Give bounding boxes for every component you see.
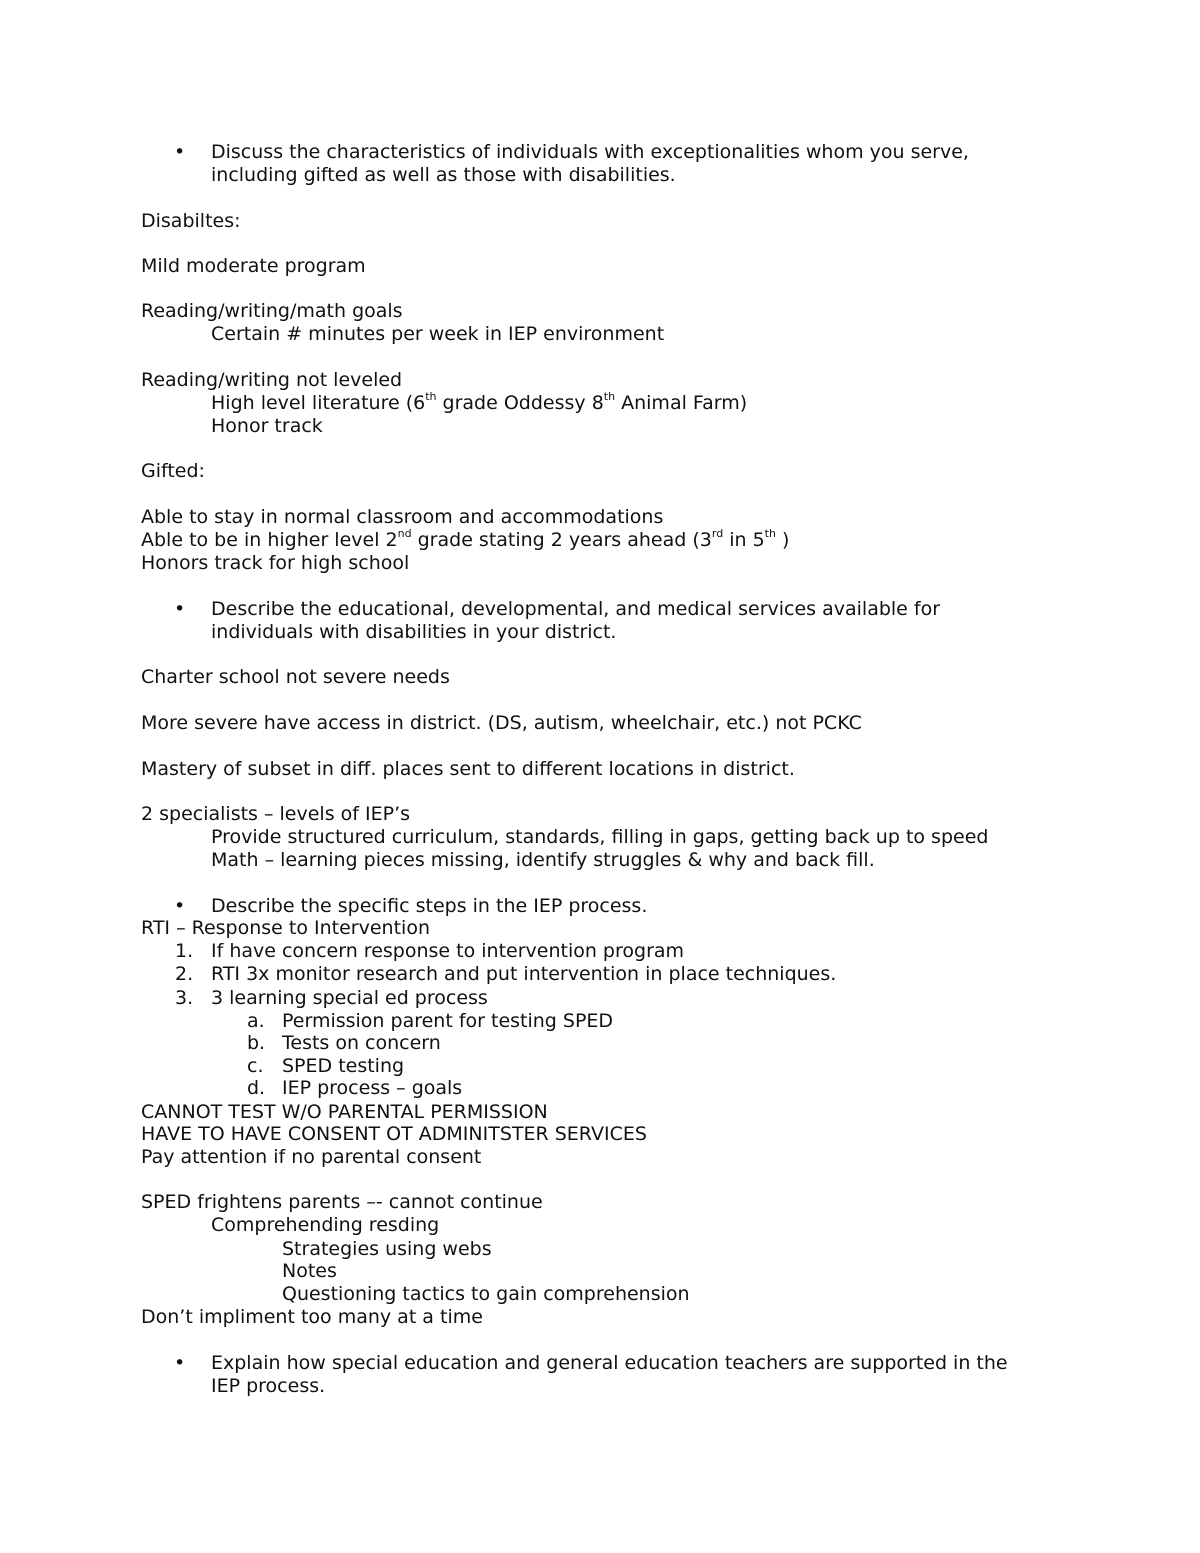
text-line: Mastery of subset in diff. places sent to different locations in district. [141,758,795,780]
text-line: High level literature (6th grade Oddessy 8th Animal Farm) [211,389,748,414]
list-number: 1. [175,940,194,962]
bullet-text: Describe the educational, developmental, and medical services available for [211,598,941,620]
text-line: Comprehending resding [211,1214,440,1236]
text-line: Able to be in higher level 2nd grade stating 2 years ahead (3rd in 5th ) [141,526,790,551]
text-line: HAVE TO HAVE CONSENT OT ADMINITSTER SERVICES [141,1123,647,1145]
text-line: Certain # minutes per week in IEP environment [211,323,665,345]
bullet-text: Explain how special education and general education teachers are supported in the [211,1352,1008,1374]
text-line: Able to stay in normal classroom and accommodations [141,506,664,528]
list-item: Permission parent for testing SPED [282,1010,614,1032]
text-line: Pay attention if no parental consent [141,1146,482,1168]
text-line: SPED frightens parents –- cannot continue [141,1191,543,1213]
text-line: Mild moderate program [141,255,366,277]
section-heading: Disabiltes: [141,210,241,232]
list-letter: a. [247,1010,265,1032]
bullet-mark: • [174,598,186,620]
text-line: Notes [282,1260,337,1282]
text-line: Questioning tactics to gain comprehension [282,1283,690,1305]
bullet-text: Describe the specific steps in the IEP process. [211,895,648,917]
list-letter: b. [247,1032,266,1054]
bullet-text: Discuss the characteristics of individuals with exceptionalities whom you serve, [211,141,969,163]
bullet-text: including gifted as well as those with disabilities. [211,164,676,186]
bullet-text: IEP process. [211,1375,326,1397]
text-line: Provide structured curriculum, standards, filling in gaps, getting back up to speed [211,826,989,848]
list-letter: c. [247,1055,264,1077]
list-item: 3 learning special ed process [211,987,488,1009]
section-heading: RTI – Response to Intervention [141,917,430,939]
bullet-mark: • [174,141,186,163]
list-letter: d. [247,1077,266,1099]
text-line: Reading/writing not leveled [141,369,403,391]
list-number: 3. [175,987,194,1009]
text-line: Honor track [211,415,323,437]
list-item: IEP process – goals [282,1077,463,1099]
bullet-text: individuals with disabilities in your district. [211,621,617,643]
bullet-mark: • [174,895,186,917]
list-number: 2. [175,963,194,985]
list-item: Tests on concern [282,1032,441,1054]
text-line: Don’t impliment too many at a time [141,1306,483,1328]
text-line: Strategies using webs [282,1238,492,1260]
section-heading: Gifted: [141,460,205,482]
list-item: SPED testing [282,1055,405,1077]
text-line: CANNOT TEST W/O PARENTAL PERMISSION [141,1101,548,1123]
text-line: More severe have access in district. (DS, autism, wheelchair, etc.) not PCKC [141,712,862,734]
text-line: Reading/writing/math goals [141,300,403,322]
text-line: Honors track for high school [141,552,410,574]
text-line: Math – learning pieces missing, identify struggles & why and back fill. [211,849,875,871]
list-item: If have concern response to intervention program [211,940,685,962]
list-item: RTI 3x monitor research and put intervention in place techniques. [211,963,837,985]
bullet-mark: • [174,1352,186,1374]
text-line: 2 specialists – levels of IEP’s [141,803,411,825]
text-line: Charter school not severe needs [141,666,450,688]
